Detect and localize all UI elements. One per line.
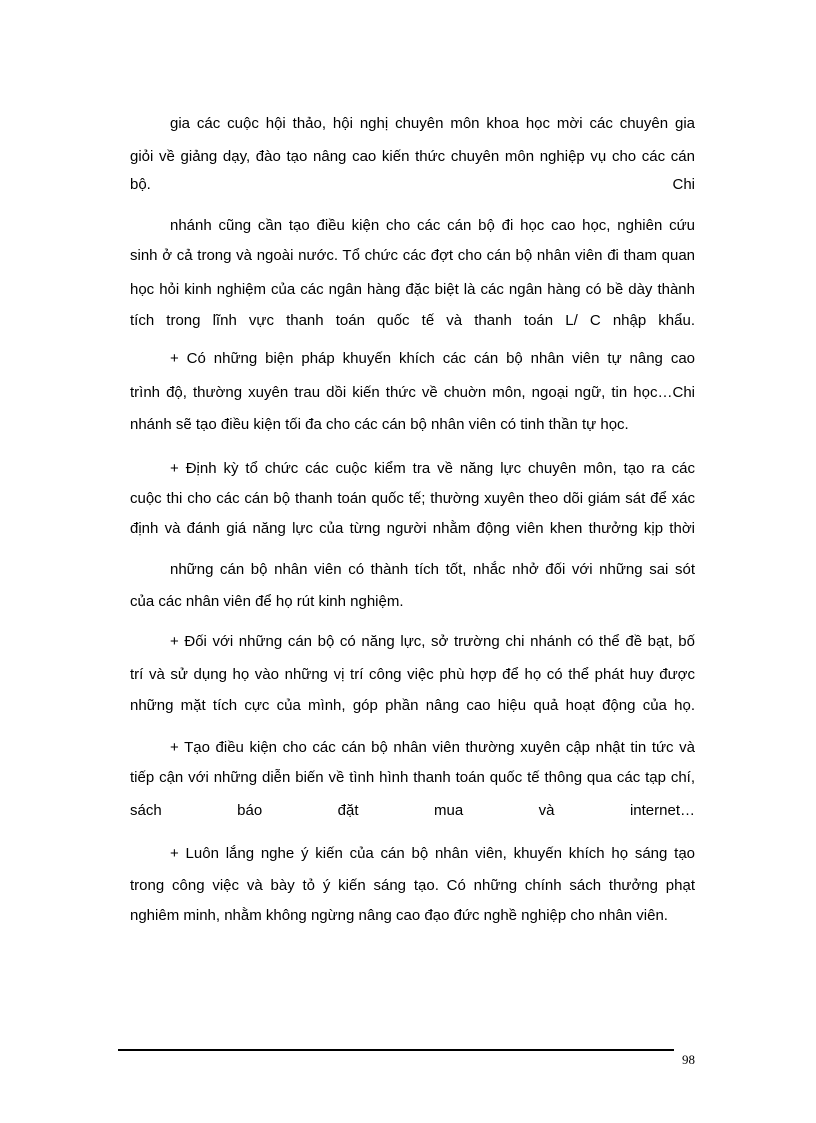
text-line: sinh ở cả trong và ngoài nước. Tổ chức các đợt cho cán bộ nhân viên đi tham quan bbox=[130, 247, 695, 264]
text-fragment: internet… bbox=[629, 802, 695, 819]
text-fragment: mua bbox=[433, 802, 464, 819]
text-line: cuộc thi cho các cán bộ thanh toán quốc tế; thường xuyên theo dõi giám sát để xác bbox=[130, 490, 695, 507]
text-fragment: Chi bbox=[672, 176, 695, 193]
text-line: + Tạo điều kiện cho các cán bộ nhân viên thường xuyên cập nhật tin tức và bbox=[170, 739, 695, 756]
text-line: nhánh cũng cần tạo điều kiện cho các cán bộ đi học cao học, nghiên cứu bbox=[170, 217, 695, 234]
text-line: định và đánh giá năng lực của từng người nhằm động viên khen thưởng kịp thời bbox=[130, 520, 695, 537]
text-line: tích trong lĩnh vực thanh toán quốc tế và thanh toán L/ C nhập khẩu. bbox=[130, 312, 695, 329]
text-line: học hỏi kinh nghiệm của các ngân hàng đặc biệt là các ngân hàng có bề dày thành bbox=[130, 281, 695, 298]
text-fragment: đặt bbox=[337, 802, 359, 819]
footer-rule bbox=[118, 1049, 674, 1051]
text-fragment: và bbox=[538, 802, 555, 819]
text-line bbox=[130, 174, 695, 196]
text-line bbox=[130, 800, 695, 822]
text-line: trong công việc và bày tỏ ý kiến sáng tạo. Có những chính sách thưởng phạt bbox=[130, 877, 695, 894]
text-line: + Đối với những cán bộ có năng lực, sở trường chi nhánh có thể đề bạt, bố bbox=[170, 633, 695, 650]
text-line: những cán bộ nhân viên có thành tích tốt, nhắc nhở đối với những sai sót bbox=[170, 561, 695, 578]
text-line: + Luôn lắng nghe ý kiến của cán bộ nhân viên, khuyến khích họ sáng tạo bbox=[170, 845, 695, 862]
text-line: của các nhân viên để họ rút kinh nghiệm. bbox=[130, 593, 404, 610]
text-fragment: bộ. bbox=[130, 176, 151, 193]
text-line: trình độ, thường xuyên trau dồi kiến thức về chuờn môn, ngoại ngữ, tin học…Chi bbox=[130, 384, 695, 401]
text-fragment: sách bbox=[130, 802, 162, 819]
text-line: + Định kỳ tổ chức các cuộc kiểm tra về năng lực chuyên môn, tạo ra các bbox=[170, 460, 695, 477]
text-line: giỏi về giảng dạy, đào tạo nâng cao kiến thức chuyên môn nghiệp vụ cho các cán bbox=[130, 148, 695, 165]
text-line: trí và sử dụng họ vào những vị trí công việc phù hợp để họ có thể phát huy được bbox=[130, 666, 695, 683]
text-line: nhánh sẽ tạo điều kiện tối đa cho các cán bộ nhân viên có tinh thần tự học. bbox=[130, 416, 629, 433]
text-line: + Có những biện pháp khuyến khích các cán bộ nhân viên tự nâng cao bbox=[170, 350, 695, 367]
text-line: tiếp cận với những diễn biến về tình hình thanh toán quốc tế thông qua các tạp chí, bbox=[130, 769, 695, 786]
text-line: nghiêm minh, nhằm không ngừng nâng cao đạo đức nghề nghiệp cho nhân viên. bbox=[130, 907, 668, 924]
text-line: gia các cuộc hội thảo, hội nghị chuyên môn khoa học mời các chuyên gia bbox=[170, 115, 695, 132]
page-number: 98 bbox=[682, 1052, 695, 1067]
text-line: những mặt tích cực của mình, góp phần nâng cao hiệu quả hoạt động của họ. bbox=[130, 697, 695, 714]
text-fragment: báo bbox=[237, 802, 263, 819]
